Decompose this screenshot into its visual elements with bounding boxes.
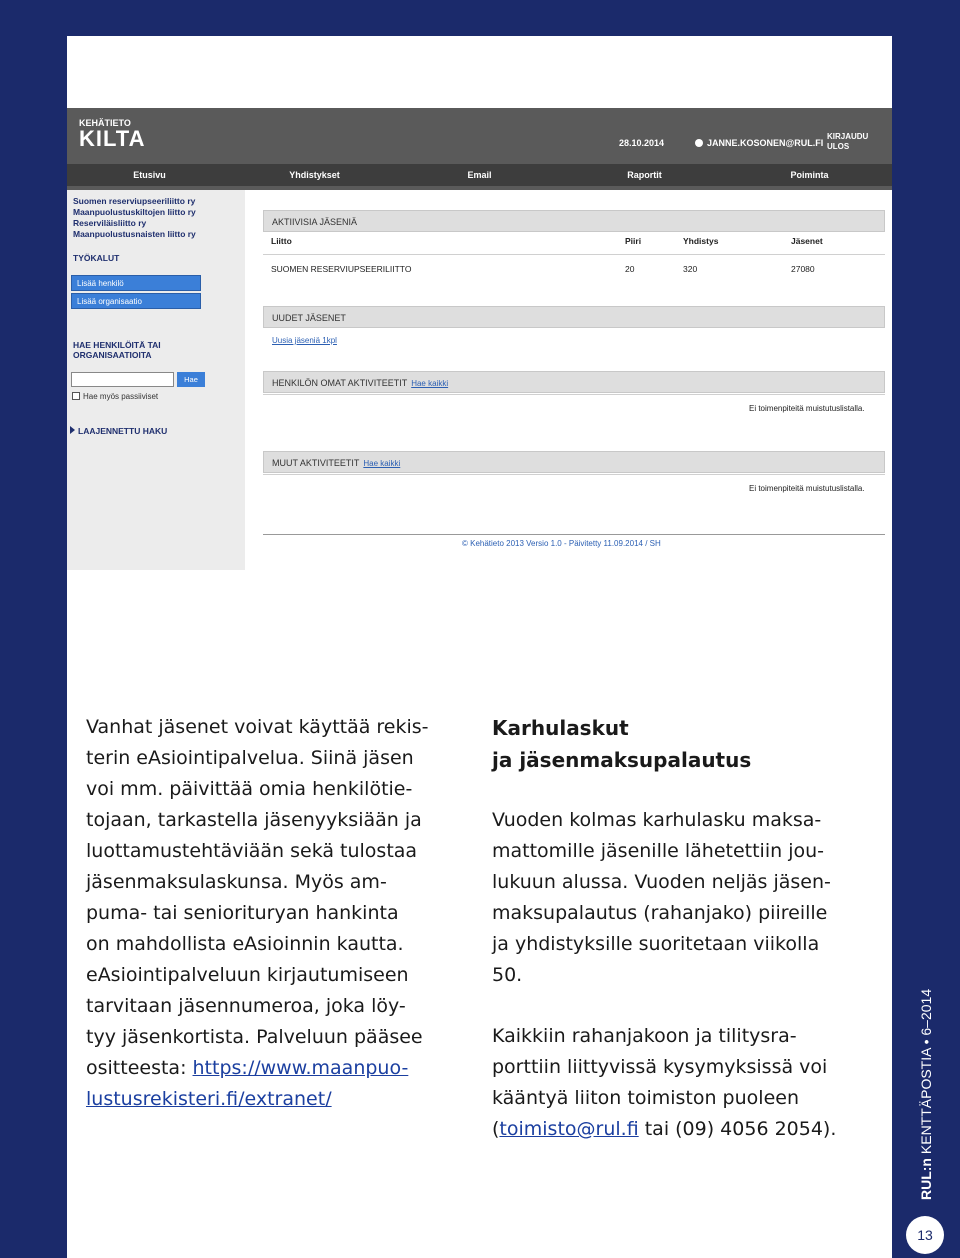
magazine-issue: 6–2014 bbox=[918, 988, 934, 1036]
email-link[interactable]: toimisto@rul.fi bbox=[499, 1118, 639, 1140]
text-line bbox=[86, 1084, 462, 1115]
current-date: 28.10.2014 bbox=[619, 138, 665, 148]
nav-item-poiminta[interactable]: Poiminta bbox=[790, 170, 829, 180]
other-activities-title: MUUT AKTIVITEETIT bbox=[272, 458, 360, 468]
search-button[interactable]: Hae bbox=[177, 372, 205, 387]
other-activities-show-all-link[interactable]: Hae kaikki bbox=[363, 459, 401, 468]
new-members-link[interactable]: Uusia jäseniä 1kpl bbox=[272, 336, 337, 345]
user-info bbox=[695, 138, 823, 148]
advanced-search-link[interactable] bbox=[70, 426, 167, 436]
paren-open: ( bbox=[492, 1118, 500, 1140]
table-cell: SUOMEN RESERVIUPSEERILIITTO bbox=[271, 264, 412, 274]
heading-line: ja jäsenmaksupalautus bbox=[492, 748, 752, 772]
section-heading bbox=[492, 712, 751, 776]
kilta-screenshot bbox=[67, 36, 892, 570]
table-cell: 27080 bbox=[791, 264, 815, 274]
divider bbox=[263, 394, 885, 395]
text-line: voi mm. päivittää omia henkilötie- bbox=[86, 778, 413, 800]
organization-item[interactable]: Suomen reserviupseeriliitto ry bbox=[73, 196, 196, 206]
text-line: mattomille jäsenille lähetettiin jou- bbox=[492, 840, 824, 862]
own-activities-title: HENKILÖN OMAT AKTIVITEETIT bbox=[272, 378, 408, 388]
text-line: on mahdollista eAsioinnin kautta. bbox=[86, 933, 404, 955]
logout-link[interactable]: KIRJAUDU ULOS bbox=[827, 132, 869, 151]
advanced-search-label: LAAJENNETTU HAKU bbox=[78, 426, 168, 436]
organization-list bbox=[73, 196, 196, 240]
article-right-paragraph-2 bbox=[492, 1021, 868, 1145]
organization-item[interactable]: Reserviläisliitto ry bbox=[73, 218, 147, 228]
add-organization-button[interactable]: Lisää organisaatio bbox=[71, 293, 201, 309]
magazine-label bbox=[911, 990, 941, 1200]
text-line: maksupalautus (rahanjako) piireille bbox=[492, 902, 828, 924]
organization-item[interactable]: Maanpuolustusnaisten liitto ry bbox=[73, 229, 196, 239]
own-activities-header bbox=[263, 371, 885, 393]
passive-label: Hae myös passiiviset bbox=[83, 392, 159, 401]
organization-item[interactable]: Maanpuolustuskiltojen liitto ry bbox=[73, 207, 196, 217]
text-line: terin eAsiointipalvelua. Siinä jäsen bbox=[86, 747, 414, 769]
tools-heading: TYÖKALUT bbox=[73, 253, 120, 263]
own-activities-show-all-link[interactable]: Hae kaikki bbox=[411, 379, 449, 388]
search-input[interactable] bbox=[71, 372, 174, 387]
text-line: eAsiointipalveluun kirjautumiseen bbox=[86, 964, 409, 986]
magazine-name: KENTTÄPOSTIA bbox=[918, 1048, 934, 1155]
text-line: Kaikkiin rahanjakoon ja tilitysra- bbox=[492, 1025, 797, 1047]
add-person-button[interactable]: Lisää henkilö bbox=[71, 275, 201, 291]
app-logo: KILTA bbox=[79, 126, 146, 151]
text-line: porttiin liittyvissä kysymyksissä voi bbox=[492, 1056, 828, 1078]
text-line: tojaan, tarkastella jäsenyyksiään ja bbox=[86, 809, 422, 831]
passive-checkbox[interactable] bbox=[72, 392, 80, 400]
own-activities-note: Ei toimenpiteitä muistutuslistalla. bbox=[749, 404, 865, 413]
other-activities-header bbox=[263, 451, 885, 473]
magazine-brand: RUL:n bbox=[918, 1158, 934, 1200]
text-line: kääntyä liiton toimiston puoleen bbox=[492, 1087, 799, 1109]
text-line bbox=[492, 1114, 868, 1145]
phone-text: tai (09) 4056 2054). bbox=[638, 1118, 837, 1140]
column-header: Yhdistys bbox=[683, 236, 719, 246]
nav-item-email[interactable]: Email bbox=[467, 170, 492, 180]
search-heading-line1: HAE HENKILÖITÄ TAI bbox=[73, 340, 161, 350]
search-heading-line2: ORGANISAATIOITA bbox=[73, 350, 152, 360]
heading-line: Karhulaskut bbox=[492, 716, 629, 740]
page-number: 13 bbox=[906, 1216, 944, 1254]
expand-arrow-icon bbox=[70, 426, 75, 434]
link-prefix: ositteesta: bbox=[86, 1057, 193, 1079]
text-line: jäsenmaksulaskunsa. Myös am- bbox=[86, 871, 387, 893]
text-line: ja yhdistyksille suoritetaan viikolla bbox=[492, 933, 820, 955]
new-members-header: UUDET JÄSENET bbox=[263, 306, 885, 328]
footer-divider bbox=[263, 534, 885, 535]
nav-item-raportit[interactable]: Raportit bbox=[627, 170, 662, 180]
main-nav bbox=[67, 164, 892, 186]
text-line bbox=[86, 1053, 462, 1084]
user-icon bbox=[695, 139, 703, 147]
divider bbox=[263, 254, 885, 255]
table-cell: 320 bbox=[683, 264, 698, 274]
text-line: tarvitaan jäsennumeroa, joka löy- bbox=[86, 995, 406, 1017]
user-email: JANNE.KOSONEN@RUL.FI bbox=[707, 138, 824, 148]
table-cell: 20 bbox=[625, 264, 635, 274]
article-left-column bbox=[86, 712, 462, 1115]
top-band bbox=[0, 0, 960, 36]
active-members-header: AKTIIVISIA JÄSENIÄ bbox=[263, 210, 885, 232]
text-line: luottamustehtäviään sekä tulostaa bbox=[86, 840, 418, 862]
other-activities-note: Ei toimenpiteitä muistutuslistalla. bbox=[749, 484, 865, 493]
column-header: Piiri bbox=[625, 236, 642, 246]
app-label: KEHÄTIETO bbox=[79, 118, 131, 128]
divider bbox=[263, 474, 885, 475]
text-line: lukuun alussa. Vuoden neljäs jäsen- bbox=[492, 871, 831, 893]
nav-item-yhdistykset[interactable]: Yhdistykset bbox=[289, 170, 340, 180]
article-right-paragraph-1 bbox=[492, 805, 868, 991]
text-line: tyy jäsenkortista. Palveluun pääsee bbox=[86, 1026, 423, 1048]
column-header: Jäsenet bbox=[791, 236, 823, 246]
nav-item-etusivu[interactable]: Etusivu bbox=[133, 170, 166, 180]
issue-separator: • bbox=[918, 1039, 934, 1045]
copyright-text: © Kehätieto 2013 Versio 1.0 - Päivitetty 11.09.2014 / SH bbox=[462, 539, 661, 548]
left-band bbox=[0, 36, 67, 1258]
column-header: Liitto bbox=[271, 236, 292, 246]
passive-option[interactable] bbox=[72, 392, 158, 401]
text-line: Vanhat jäsenet voivat käyttää rekis- bbox=[86, 716, 429, 738]
text-line: puma- tai seniorituryan hankinta bbox=[86, 902, 399, 924]
active-members-columns bbox=[263, 234, 885, 252]
extranet-link-continued[interactable]: lustusrekisteri.fi/extranet/ bbox=[86, 1088, 332, 1110]
extranet-link[interactable]: https://www.maanpuo- bbox=[192, 1057, 409, 1079]
text-line: 50. bbox=[492, 964, 523, 986]
text-line: Vuoden kolmas karhulasku maksa- bbox=[492, 809, 822, 831]
table-row bbox=[263, 262, 885, 280]
